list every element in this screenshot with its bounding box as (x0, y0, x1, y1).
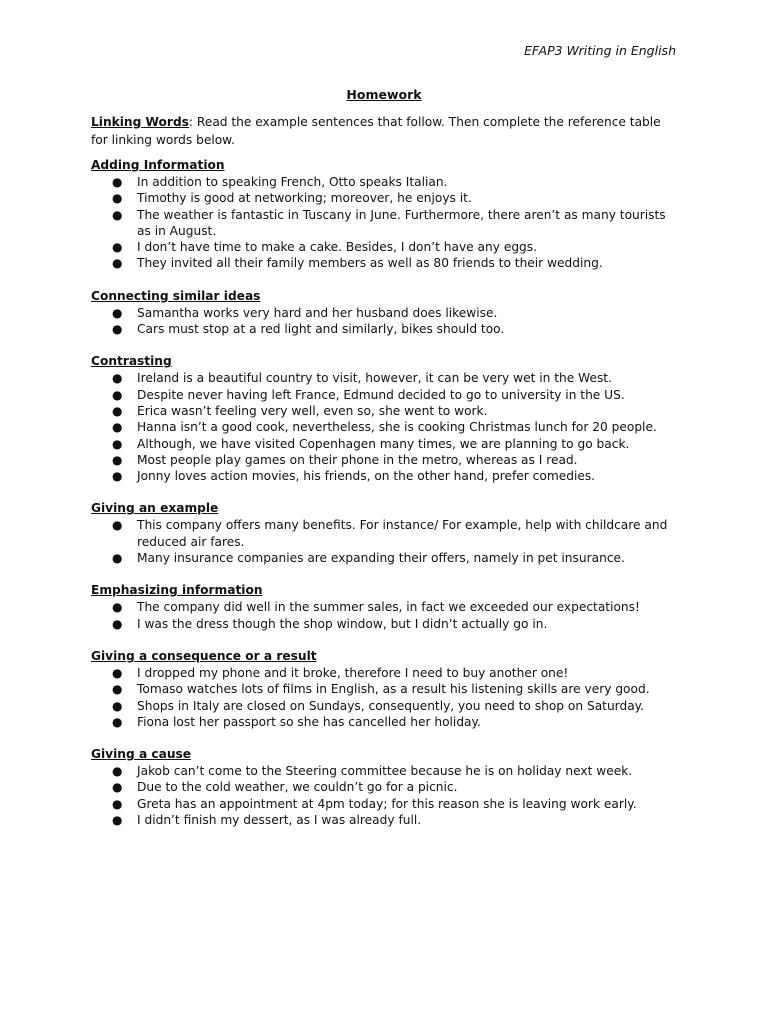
bullet-icon: ● (112, 175, 123, 189)
list-item-text: They invited all their family members as well as 80 friends to their wedding. (137, 256, 603, 271)
list-item (91, 812, 681, 828)
bullet-icon: ● (112, 796, 123, 811)
bullet-icon: ● (112, 764, 123, 779)
list-item (91, 174, 681, 190)
bullet-icon: ● (112, 600, 123, 615)
section (91, 648, 681, 730)
list-item-text: I don’t have time to make a cake. Besides, I don’t have any eggs. (137, 240, 538, 255)
bullet-icon: ● (112, 714, 123, 729)
bullet-icon: ● (112, 305, 123, 320)
list-item-text: I dropped my phone and it broke, therefore I need to buy another one! (137, 665, 569, 680)
list-item-text: Timothy is good at networking; moreover, he enjoys it. (137, 191, 472, 206)
bullet-icon: ● (112, 780, 123, 795)
section (91, 288, 681, 338)
bullet-icon: ● (112, 665, 123, 680)
section-heading: Giving a cause (91, 747, 192, 762)
bullet-list (91, 174, 681, 272)
bullet-list (91, 763, 681, 828)
bullet-icon: ● (112, 469, 123, 484)
section (91, 582, 681, 632)
bullet-icon: ● (112, 551, 123, 566)
bullet-list (91, 305, 681, 338)
list-item (91, 255, 681, 271)
intro-paragraph (91, 113, 681, 149)
section-heading: Giving an example (91, 501, 219, 516)
list-item (91, 599, 681, 615)
list-item (91, 387, 681, 403)
list-item-text: Erica wasn’t feeling very well, even so, she went to work. (137, 403, 488, 418)
list-item-text: Fiona lost her passport so she has cancelled her holiday. (137, 714, 481, 729)
bullet-list (91, 599, 681, 632)
list-item (91, 436, 681, 452)
bullet-icon: ● (112, 240, 123, 255)
list-item-text: Many insurance companies are expanding their offers, namely in pet insurance. (137, 551, 625, 566)
section-heading: Giving a consequence or a result (91, 648, 317, 663)
sections-container (91, 157, 681, 844)
list-item (91, 616, 681, 632)
list-item-text: Due to the cold weather, we couldn’t go for a picnic. (137, 780, 458, 795)
list-item (91, 403, 681, 419)
list-item-text: This company offers many benefits. For instance/ For example, help with childcare and reduced air fares. (137, 518, 668, 549)
list-item-text: Most people play games on their phone in the metro, whereas as I read. (137, 452, 578, 467)
bullet-list (91, 370, 681, 484)
bullet-icon: ● (112, 403, 123, 418)
list-item (91, 321, 681, 337)
list-item (91, 370, 681, 386)
bullet-icon: ● (112, 322, 123, 337)
list-item-text: Although, we have visited Copenhagen many times, we are planning to go back. (137, 436, 630, 451)
section (91, 353, 681, 484)
list-item (91, 763, 681, 779)
list-item (91, 517, 681, 550)
section (91, 500, 681, 566)
list-item (91, 190, 681, 206)
list-item-text: Jonny loves action movies, his friends, on the other hand, prefer comedies. (137, 469, 596, 484)
list-item (91, 207, 681, 240)
list-item (91, 681, 681, 697)
page-title: Homework (346, 87, 422, 102)
bullet-icon: ● (112, 387, 123, 402)
list-item (91, 239, 681, 255)
bullet-icon: ● (112, 813, 123, 828)
list-item (91, 714, 681, 730)
list-item-text: Ireland is a beautiful country to visit, however, it can be very wet in the West. (137, 371, 612, 386)
list-item-text: I was the dress though the shop window, but I didn’t actually go in. (137, 616, 548, 631)
section-heading: Emphasizing information (91, 583, 263, 598)
list-item (91, 305, 681, 321)
section-heading: Contrasting (91, 354, 172, 369)
bullet-list (91, 517, 681, 566)
bullet-icon: ● (112, 256, 123, 271)
list-item-text: Cars must stop at a red light and similarly, bikes should too. (137, 322, 505, 337)
intro-label: Linking Words (91, 115, 189, 129)
bullet-icon: ● (112, 420, 123, 435)
course-header: EFAP3 Writing in English (524, 43, 676, 58)
bullet-icon: ● (112, 191, 123, 206)
list-item-text: In addition to speaking French, Otto speaks Italian. (137, 175, 448, 189)
bullet-icon: ● (112, 452, 123, 467)
list-item (91, 698, 681, 714)
list-item-text: Greta has an appointment at 4pm today; for this reason she is leaving work early. (137, 796, 637, 811)
list-item (91, 550, 681, 566)
section (91, 157, 681, 272)
bullet-icon: ● (112, 436, 123, 451)
list-item (91, 419, 681, 435)
list-item (91, 665, 681, 681)
bullet-icon: ● (112, 518, 123, 533)
section-heading: Connecting similar ideas (91, 288, 261, 303)
list-item (91, 779, 681, 795)
list-item-text: Hanna isn’t a good cook, nevertheless, she is cooking Christmas lunch for 20 people. (137, 420, 657, 435)
list-item-text: The weather is fantastic in Tuscany in June. Furthermore, there aren’t as many tourists as in August. (137, 207, 666, 238)
list-item-text: Tomaso watches lots of films in English, as a result his listening skills are very good. (137, 682, 650, 697)
section (91, 746, 681, 828)
bullet-icon: ● (112, 371, 123, 386)
list-item-text: I didn’t finish my dessert, as I was already full. (137, 813, 422, 828)
list-item-text: Shops in Italy are closed on Sundays, consequently, you need to shop on Saturday. (137, 698, 645, 713)
list-item-text: Despite never having left France, Edmund decided to go to university in the US. (137, 387, 625, 402)
bullet-icon: ● (112, 207, 123, 222)
list-item (91, 796, 681, 812)
bullet-icon: ● (112, 698, 123, 713)
list-item-text: Jakob can’t come to the Steering committee because he is on holiday next week. (137, 764, 633, 779)
bullet-list (91, 665, 681, 730)
list-item-text: Samantha works very hard and her husband does likewise. (137, 305, 498, 320)
intro-text: : Read the example sentences that follow. Then complete the reference table for linking words below. (91, 115, 661, 147)
bullet-icon: ● (112, 616, 123, 631)
list-item (91, 452, 681, 468)
list-item-text: The company did well in the summer sales, in fact we exceeded our expectations! (137, 600, 640, 615)
list-item (91, 468, 681, 484)
bullet-icon: ● (112, 682, 123, 697)
section-heading: Adding Information (91, 158, 225, 172)
